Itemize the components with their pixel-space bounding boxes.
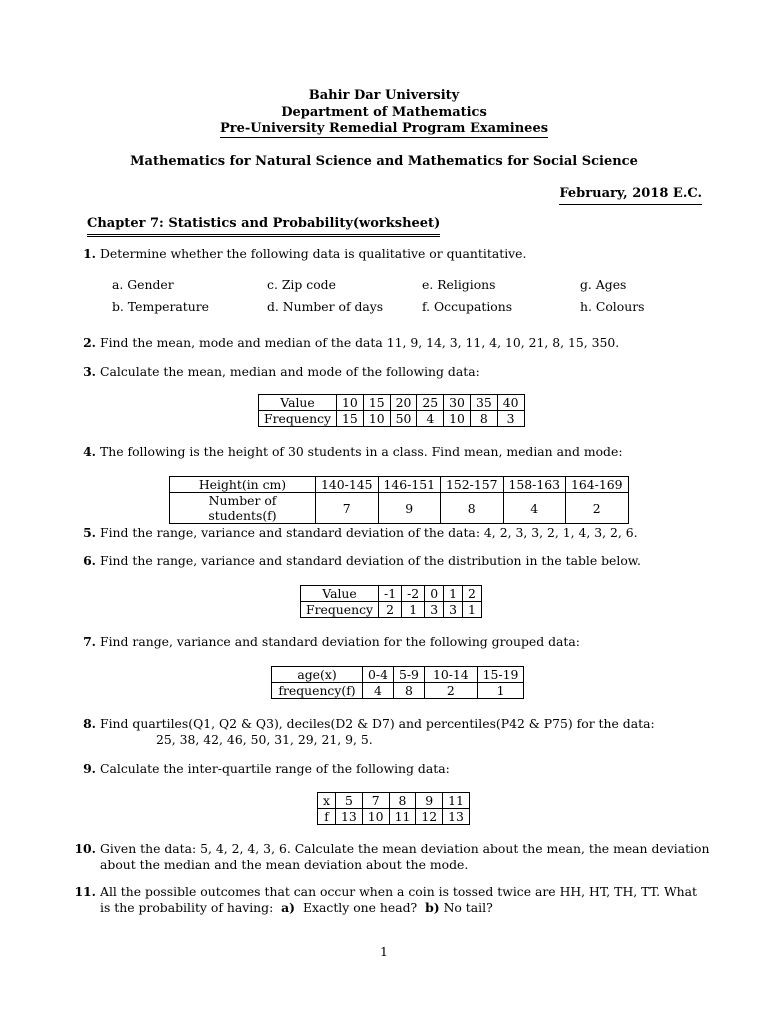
program-name: Pre-University Remedial Program Examinees <box>219 121 549 136</box>
option-a: a. Gender <box>112 277 174 292</box>
table-row: Height(in cm) 140-145 146-151 152-157 158-163 164-169 <box>170 477 629 493</box>
option-e: e. Religions <box>422 277 496 292</box>
question-6: 6. Find the range, variance and standard deviation of the distribution in the table below. <box>83 553 641 568</box>
table-row: frequency(f) 4 8 2 1 <box>272 683 524 699</box>
question-5: 5. Find the range, variance and standard deviation of the data: 4, 2, 3, 3, 2, 1, 4, 3, 2, 6. <box>83 525 638 540</box>
question-7-table <box>271 666 524 699</box>
table-row: age(x) 0-4 5-9 10-14 15-19 <box>272 667 524 683</box>
option-c: c. Zip code <box>267 277 336 292</box>
university-name: Bahir Dar University <box>308 88 460 103</box>
question-8: 8. Find quartiles(Q1, Q2 & Q3), deciles(D2 & D7) and percentiles(P42 & P75) for the data: 25, 38, 42, 46, 50, 31, 29, 21, 9, 5. <box>83 716 655 747</box>
question-4: 4. The following is the height of 30 students in a class. Find mean, median and mode: <box>83 444 623 459</box>
course-subtitle: Mathematics for Natural Science and Mathematics for Social Science <box>130 154 638 169</box>
option-f: f. Occupations <box>422 299 513 314</box>
question-3-table <box>258 394 525 427</box>
page-number: 1 <box>380 944 388 959</box>
question-11: 11. All the possible outcomes that can occur when a coin is tossed twice are HH, HT, TH, TT. What is the probability of having: a) Exactly one head? b) No tail? <box>74 884 698 915</box>
option-h: h. Colours <box>580 299 645 314</box>
table-row: Frequency 15 10 50 4 10 8 3 <box>259 411 525 427</box>
table-row: Value 10 15 20 25 30 35 40 <box>259 395 525 411</box>
question-10: 10. Given the data: 5, 4, 2, 4, 3, 6. Calculate the mean deviation about the mean, the mean deviation about the median and the mean deviation about the mode. <box>74 841 710 872</box>
question-1: 1. Determine whether the following data is qualitative or quantitative. <box>83 246 527 261</box>
table-row: f 13 10 11 12 13 <box>318 809 470 825</box>
question-7: 7. Find range, variance and standard deviation for the following grouped data: <box>83 634 580 649</box>
table-row: x 5 7 8 9 11 <box>318 793 470 809</box>
table-row: Number of students(f) 7 9 8 4 2 <box>170 493 629 524</box>
chapter-title: Chapter 7: Statistics and Probability(worksheet) <box>87 216 440 237</box>
table-row: Value -1 -2 0 1 2 <box>301 586 482 602</box>
document-date: February, 2018 E.C. <box>559 186 702 205</box>
question-9: 9. Calculate the inter-quartile range of the following data: <box>83 761 450 776</box>
document-header <box>0 88 768 138</box>
question-3: 3. Calculate the mean, median and mode of the following data: <box>83 364 480 379</box>
question-2: 2. Find the mean, mode and median of the data 11, 9, 14, 3, 11, 4, 10, 21, 8, 15, 350. <box>83 335 620 350</box>
department-name: Department of Mathematics <box>281 104 487 120</box>
question-1-options <box>112 277 672 321</box>
option-b: b. Temperature <box>112 299 209 314</box>
option-g: g. Ages <box>580 277 627 292</box>
question-4-table <box>169 476 629 524</box>
question-9-table <box>317 792 470 825</box>
table-row: Frequency 2 1 3 3 1 <box>301 602 482 618</box>
option-d: d. Number of days <box>267 299 384 314</box>
question-6-table <box>300 585 482 618</box>
